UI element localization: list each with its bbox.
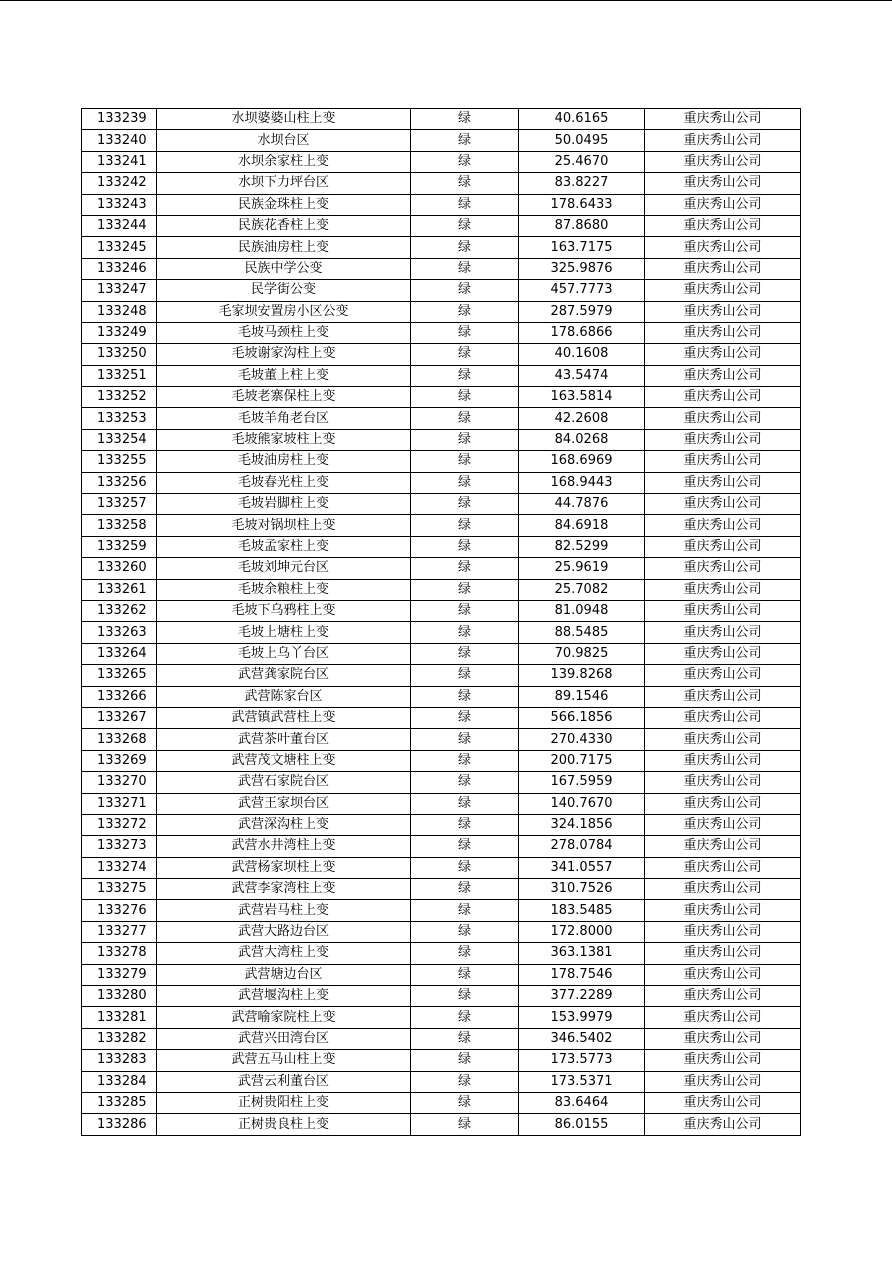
cell-company: 重庆秀山公司 (645, 151, 801, 172)
cell-id: 133277 (82, 921, 157, 942)
cell-name: 水坝余家柱上变 (157, 151, 411, 172)
cell-value: 50.0495 (519, 130, 645, 151)
cell-name: 武营杨家坝柱上变 (157, 857, 411, 878)
cell-color: 绿 (411, 793, 519, 814)
cell-company: 重庆秀山公司 (645, 173, 801, 194)
cell-value: 168.6969 (519, 451, 645, 472)
cell-company: 重庆秀山公司 (645, 194, 801, 215)
cell-company: 重庆秀山公司 (645, 1071, 801, 1092)
cell-color: 绿 (411, 472, 519, 493)
table-row (82, 536, 801, 557)
cell-value: 86.0155 (519, 1114, 645, 1135)
cell-color: 绿 (411, 729, 519, 750)
cell-value: 324.1856 (519, 814, 645, 835)
cell-color: 绿 (411, 1071, 519, 1092)
table-row (82, 686, 801, 707)
cell-name: 民族油房柱上变 (157, 237, 411, 258)
cell-company: 重庆秀山公司 (645, 109, 801, 130)
cell-id: 133242 (82, 173, 157, 194)
cell-value: 346.5402 (519, 1028, 645, 1049)
cell-color: 绿 (411, 151, 519, 172)
cell-id: 133243 (82, 194, 157, 215)
cell-id: 133258 (82, 515, 157, 536)
cell-value: 163.7175 (519, 237, 645, 258)
cell-company: 重庆秀山公司 (645, 344, 801, 365)
cell-name: 武营石家院台区 (157, 772, 411, 793)
table-row (82, 344, 801, 365)
cell-value: 183.5485 (519, 900, 645, 921)
cell-value: 168.9443 (519, 472, 645, 493)
cell-id: 133282 (82, 1028, 157, 1049)
cell-name: 毛坡上乌丫台区 (157, 643, 411, 664)
cell-value: 87.8680 (519, 215, 645, 236)
table-row (82, 280, 801, 301)
cell-color: 绿 (411, 622, 519, 643)
table-row (82, 429, 801, 450)
table-body (82, 109, 801, 1136)
cell-color: 绿 (411, 1092, 519, 1113)
cell-company: 重庆秀山公司 (645, 857, 801, 878)
cell-id: 133263 (82, 622, 157, 643)
cell-color: 绿 (411, 322, 519, 343)
table-row (82, 622, 801, 643)
cell-color: 绿 (411, 408, 519, 429)
cell-company: 重庆秀山公司 (645, 643, 801, 664)
cell-value: 178.6866 (519, 322, 645, 343)
cell-value: 377.2289 (519, 986, 645, 1007)
cell-id: 133251 (82, 365, 157, 386)
cell-company: 重庆秀山公司 (645, 707, 801, 728)
cell-value: 40.6165 (519, 109, 645, 130)
cell-name: 武营云利董台区 (157, 1071, 411, 1092)
cell-value: 153.9979 (519, 1007, 645, 1028)
cell-color: 绿 (411, 836, 519, 857)
table-row (82, 173, 801, 194)
cell-name: 武营塘边台区 (157, 964, 411, 985)
cell-company: 重庆秀山公司 (645, 665, 801, 686)
table-row (82, 408, 801, 429)
cell-company: 重庆秀山公司 (645, 280, 801, 301)
cell-name: 毛坡春光柱上变 (157, 472, 411, 493)
cell-value: 40.1608 (519, 344, 645, 365)
cell-company: 重庆秀山公司 (645, 515, 801, 536)
cell-name: 毛坡刘坤元台区 (157, 558, 411, 579)
cell-name: 民学街公变 (157, 280, 411, 301)
cell-id: 133283 (82, 1050, 157, 1071)
cell-color: 绿 (411, 900, 519, 921)
cell-color: 绿 (411, 365, 519, 386)
table-row (82, 237, 801, 258)
cell-company: 重庆秀山公司 (645, 258, 801, 279)
cell-value: 83.6464 (519, 1092, 645, 1113)
cell-company: 重庆秀山公司 (645, 879, 801, 900)
cell-name: 毛坡对锅坝柱上变 (157, 515, 411, 536)
cell-id: 133241 (82, 151, 157, 172)
table-row (82, 665, 801, 686)
cell-color: 绿 (411, 215, 519, 236)
table-row (82, 836, 801, 857)
cell-name: 武营茂文塘柱上变 (157, 750, 411, 771)
cell-color: 绿 (411, 964, 519, 985)
cell-name: 武营五马山柱上变 (157, 1050, 411, 1071)
cell-id: 133255 (82, 451, 157, 472)
cell-value: 84.0268 (519, 429, 645, 450)
table-row (82, 986, 801, 1007)
cell-name: 毛坡上塘柱上变 (157, 622, 411, 643)
cell-value: 88.5485 (519, 622, 645, 643)
cell-color: 绿 (411, 643, 519, 664)
cell-color: 绿 (411, 772, 519, 793)
cell-id: 133248 (82, 301, 157, 322)
cell-id: 133281 (82, 1007, 157, 1028)
cell-color: 绿 (411, 921, 519, 942)
cell-company: 重庆秀山公司 (645, 1092, 801, 1113)
cell-value: 341.0557 (519, 857, 645, 878)
cell-name: 武营岩马柱上变 (157, 900, 411, 921)
cell-value: 173.5371 (519, 1071, 645, 1092)
cell-company: 重庆秀山公司 (645, 579, 801, 600)
cell-id: 133268 (82, 729, 157, 750)
cell-id: 133273 (82, 836, 157, 857)
cell-id: 133259 (82, 536, 157, 557)
cell-color: 绿 (411, 750, 519, 771)
cell-company: 重庆秀山公司 (645, 1007, 801, 1028)
cell-id: 133278 (82, 943, 157, 964)
cell-company: 重庆秀山公司 (645, 600, 801, 621)
cell-color: 绿 (411, 1028, 519, 1049)
cell-id: 133256 (82, 472, 157, 493)
cell-value: 270.4330 (519, 729, 645, 750)
cell-value: 457.7773 (519, 280, 645, 301)
cell-company: 重庆秀山公司 (645, 1028, 801, 1049)
cell-name: 武营堰沟柱上变 (157, 986, 411, 1007)
cell-value: 83.8227 (519, 173, 645, 194)
cell-value: 82.5299 (519, 536, 645, 557)
cell-id: 133279 (82, 964, 157, 985)
cell-name: 毛家坝安置房小区公变 (157, 301, 411, 322)
cell-value: 278.0784 (519, 836, 645, 857)
cell-company: 重庆秀山公司 (645, 729, 801, 750)
table-row (82, 729, 801, 750)
cell-color: 绿 (411, 130, 519, 151)
cell-color: 绿 (411, 814, 519, 835)
cell-company: 重庆秀山公司 (645, 472, 801, 493)
table-row (82, 772, 801, 793)
cell-value: 43.5474 (519, 365, 645, 386)
cell-company: 重庆秀山公司 (645, 964, 801, 985)
cell-name: 正树贵阳柱上变 (157, 1092, 411, 1113)
cell-company: 重庆秀山公司 (645, 836, 801, 857)
table-row (82, 900, 801, 921)
cell-name: 武营深沟柱上变 (157, 814, 411, 835)
table-row (82, 600, 801, 621)
table-row (82, 579, 801, 600)
table-row (82, 643, 801, 664)
table-row (82, 1050, 801, 1071)
cell-name: 毛坡余粮柱上变 (157, 579, 411, 600)
cell-id: 133249 (82, 322, 157, 343)
cell-id: 133267 (82, 707, 157, 728)
cell-color: 绿 (411, 109, 519, 130)
cell-name: 正树贵良柱上变 (157, 1114, 411, 1135)
cell-name: 武营茶叶董台区 (157, 729, 411, 750)
cell-name: 毛坡马颈柱上变 (157, 322, 411, 343)
cell-id: 133270 (82, 772, 157, 793)
cell-id: 133247 (82, 280, 157, 301)
cell-company: 重庆秀山公司 (645, 900, 801, 921)
cell-value: 44.7876 (519, 494, 645, 515)
cell-color: 绿 (411, 173, 519, 194)
cell-company: 重庆秀山公司 (645, 622, 801, 643)
cell-name: 武营陈家台区 (157, 686, 411, 707)
cell-color: 绿 (411, 879, 519, 900)
cell-color: 绿 (411, 1007, 519, 1028)
cell-name: 民族花香柱上变 (157, 215, 411, 236)
cell-company: 重庆秀山公司 (645, 301, 801, 322)
cell-name: 武营王家坝台区 (157, 793, 411, 814)
table-row (82, 472, 801, 493)
cell-name: 武营水井湾柱上变 (157, 836, 411, 857)
cell-id: 133262 (82, 600, 157, 621)
data-table (81, 108, 801, 1136)
cell-value: 172.8000 (519, 921, 645, 942)
table-row (82, 1007, 801, 1028)
table-row (82, 707, 801, 728)
cell-name: 毛坡老寨保柱上变 (157, 387, 411, 408)
cell-company: 重庆秀山公司 (645, 1114, 801, 1135)
cell-value: 89.1546 (519, 686, 645, 707)
table-row (82, 494, 801, 515)
table-row (82, 515, 801, 536)
cell-id: 133252 (82, 387, 157, 408)
cell-name: 武营大湾柱上变 (157, 943, 411, 964)
cell-id: 133271 (82, 793, 157, 814)
table-row (82, 151, 801, 172)
cell-value: 140.7670 (519, 793, 645, 814)
cell-value: 325.9876 (519, 258, 645, 279)
cell-color: 绿 (411, 686, 519, 707)
cell-company: 重庆秀山公司 (645, 793, 801, 814)
table-row (82, 194, 801, 215)
cell-value: 70.9825 (519, 643, 645, 664)
cell-id: 133276 (82, 900, 157, 921)
cell-name: 毛坡岩脚柱上变 (157, 494, 411, 515)
cell-id: 133261 (82, 579, 157, 600)
cell-name: 武营镇武营柱上变 (157, 707, 411, 728)
cell-name: 武营大路边台区 (157, 921, 411, 942)
cell-company: 重庆秀山公司 (645, 365, 801, 386)
cell-name: 民族中学公变 (157, 258, 411, 279)
cell-id: 133253 (82, 408, 157, 429)
table-row (82, 387, 801, 408)
cell-company: 重庆秀山公司 (645, 215, 801, 236)
table-row (82, 451, 801, 472)
cell-id: 133266 (82, 686, 157, 707)
cell-company: 重庆秀山公司 (645, 558, 801, 579)
cell-company: 重庆秀山公司 (645, 387, 801, 408)
cell-color: 绿 (411, 665, 519, 686)
cell-id: 133269 (82, 750, 157, 771)
cell-company: 重庆秀山公司 (645, 772, 801, 793)
cell-color: 绿 (411, 986, 519, 1007)
cell-name: 毛坡董上柱上变 (157, 365, 411, 386)
cell-company: 重庆秀山公司 (645, 494, 801, 515)
cell-name: 毛坡下乌鸦柱上变 (157, 600, 411, 621)
cell-color: 绿 (411, 1114, 519, 1135)
cell-color: 绿 (411, 857, 519, 878)
cell-color: 绿 (411, 258, 519, 279)
cell-company: 重庆秀山公司 (645, 237, 801, 258)
cell-id: 133246 (82, 258, 157, 279)
cell-value: 178.6433 (519, 194, 645, 215)
cell-company: 重庆秀山公司 (645, 986, 801, 1007)
cell-color: 绿 (411, 600, 519, 621)
cell-value: 163.5814 (519, 387, 645, 408)
cell-value: 200.7175 (519, 750, 645, 771)
cell-value: 139.8268 (519, 665, 645, 686)
cell-company: 重庆秀山公司 (645, 943, 801, 964)
cell-company: 重庆秀山公司 (645, 814, 801, 835)
cell-name: 毛坡油房柱上变 (157, 451, 411, 472)
cell-value: 167.5959 (519, 772, 645, 793)
cell-color: 绿 (411, 280, 519, 301)
cell-name: 民族金珠柱上变 (157, 194, 411, 215)
cell-name: 水坝婆婆山柱上变 (157, 109, 411, 130)
cell-name: 毛坡熊家坡柱上变 (157, 429, 411, 450)
cell-id: 133239 (82, 109, 157, 130)
cell-company: 重庆秀山公司 (645, 451, 801, 472)
table-row (82, 964, 801, 985)
table-row (82, 258, 801, 279)
cell-id: 133265 (82, 665, 157, 686)
cell-id: 133254 (82, 429, 157, 450)
cell-id: 133240 (82, 130, 157, 151)
cell-value: 42.2608 (519, 408, 645, 429)
table-row (82, 322, 801, 343)
cell-value: 287.5979 (519, 301, 645, 322)
cell-value: 566.1856 (519, 707, 645, 728)
cell-id: 133280 (82, 986, 157, 1007)
cell-name: 水坝台区 (157, 130, 411, 151)
cell-name: 毛坡羊角老台区 (157, 408, 411, 429)
cell-color: 绿 (411, 943, 519, 964)
table-row (82, 857, 801, 878)
table-row (82, 365, 801, 386)
cell-id: 133272 (82, 814, 157, 835)
cell-value: 84.6918 (519, 515, 645, 536)
table-row (82, 1092, 801, 1113)
cell-id: 133284 (82, 1071, 157, 1092)
cell-id: 133285 (82, 1092, 157, 1113)
table-row (82, 793, 801, 814)
cell-id: 133244 (82, 215, 157, 236)
cell-company: 重庆秀山公司 (645, 130, 801, 151)
cell-name: 毛坡谢家沟柱上变 (157, 344, 411, 365)
cell-color: 绿 (411, 451, 519, 472)
cell-id: 133250 (82, 344, 157, 365)
cell-company: 重庆秀山公司 (645, 429, 801, 450)
cell-value: 81.0948 (519, 600, 645, 621)
cell-color: 绿 (411, 558, 519, 579)
cell-company: 重庆秀山公司 (645, 322, 801, 343)
cell-id: 133275 (82, 879, 157, 900)
table-row (82, 943, 801, 964)
cell-value: 25.7082 (519, 579, 645, 600)
table-row (82, 921, 801, 942)
table-row (82, 215, 801, 236)
table-row (82, 109, 801, 130)
cell-color: 绿 (411, 237, 519, 258)
cell-id: 133245 (82, 237, 157, 258)
cell-name: 水坝下力坪台区 (157, 173, 411, 194)
cell-company: 重庆秀山公司 (645, 536, 801, 557)
cell-company: 重庆秀山公司 (645, 408, 801, 429)
cell-color: 绿 (411, 494, 519, 515)
cell-name: 武营李家湾柱上变 (157, 879, 411, 900)
cell-id: 133264 (82, 643, 157, 664)
cell-name: 武营兴田湾台区 (157, 1028, 411, 1049)
cell-name: 武营龚家院台区 (157, 665, 411, 686)
cell-color: 绿 (411, 515, 519, 536)
cell-name: 武营喻家院柱上变 (157, 1007, 411, 1028)
cell-color: 绿 (411, 387, 519, 408)
cell-color: 绿 (411, 579, 519, 600)
cell-value: 25.4670 (519, 151, 645, 172)
cell-value: 178.7546 (519, 964, 645, 985)
table-row (82, 130, 801, 151)
cell-name: 毛坡孟家柱上变 (157, 536, 411, 557)
table-row (82, 558, 801, 579)
table-row (82, 879, 801, 900)
cell-color: 绿 (411, 344, 519, 365)
cell-value: 173.5773 (519, 1050, 645, 1071)
cell-color: 绿 (411, 194, 519, 215)
cell-id: 133260 (82, 558, 157, 579)
page-top-rule (0, 0, 892, 1)
table-row (82, 814, 801, 835)
cell-company: 重庆秀山公司 (645, 921, 801, 942)
cell-company: 重庆秀山公司 (645, 1050, 801, 1071)
table-row (82, 1028, 801, 1049)
table-row (82, 1114, 801, 1135)
cell-value: 25.9619 (519, 558, 645, 579)
cell-color: 绿 (411, 1050, 519, 1071)
cell-id: 133286 (82, 1114, 157, 1135)
cell-color: 绿 (411, 536, 519, 557)
cell-id: 133274 (82, 857, 157, 878)
table-row (82, 1071, 801, 1092)
cell-color: 绿 (411, 707, 519, 728)
table-row (82, 750, 801, 771)
cell-company: 重庆秀山公司 (645, 686, 801, 707)
table-row (82, 301, 801, 322)
cell-color: 绿 (411, 429, 519, 450)
cell-value: 363.1381 (519, 943, 645, 964)
cell-color: 绿 (411, 301, 519, 322)
cell-id: 133257 (82, 494, 157, 515)
cell-company: 重庆秀山公司 (645, 750, 801, 771)
cell-value: 310.7526 (519, 879, 645, 900)
